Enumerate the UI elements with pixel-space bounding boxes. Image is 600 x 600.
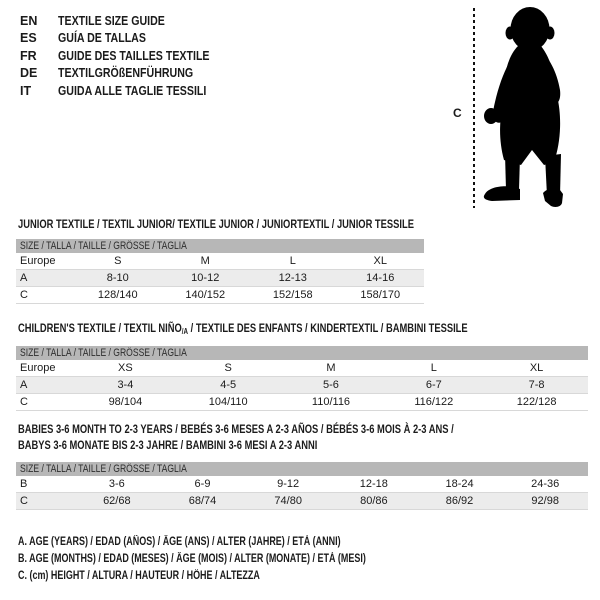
cell: 74/80: [274, 495, 302, 507]
table-row-height: [16, 493, 588, 510]
cell: 86/92: [445, 495, 474, 507]
cell: 6-9: [194, 478, 211, 490]
cell: 24-36: [531, 478, 560, 490]
babies-size-table: [16, 462, 588, 510]
language-label: GUIDE DES TAILLES TEXTILE: [58, 48, 210, 63]
babies-section-title: [18, 421, 577, 453]
cell: S: [114, 255, 122, 267]
cell: 8-10: [106, 272, 129, 284]
footnote-b: [18, 551, 464, 568]
cell: 3-4: [117, 379, 134, 391]
cell: 10-12: [191, 272, 220, 284]
language-label: TEXTILE SIZE GUIDE: [58, 14, 165, 28]
footnote-c-text: C. (cm) HEIGHT / ALTURA / HAUTEUR / HÖHE / ALTEZZA: [18, 570, 260, 582]
footnote-b-text: B. AGE (MONTHS) / EDAD (MESES) / ÂGE (MOIS) / ALTER (MONATE) / ETÀ (MESI): [18, 553, 366, 565]
cell: 98/104: [108, 396, 143, 408]
junior-size-table: [16, 239, 424, 304]
size-header-bar: [16, 346, 588, 360]
footnote-a: [18, 534, 464, 551]
cell: 68/74: [188, 495, 217, 507]
footnote-a-text: A. AGE (YEARS) / EDAD (AÑOS) / ÂGE (ANS) / ALTER (JAHRE) / ETÀ (ANNI): [18, 536, 341, 548]
cell: 9-12: [277, 478, 300, 490]
cell: 140/152: [185, 289, 226, 301]
language-label: GUÍA DE TALLAS: [58, 31, 146, 46]
cell: 104/110: [208, 396, 248, 408]
height-dashed-line: [473, 8, 475, 208]
cell: XL: [373, 255, 387, 267]
cell: L: [430, 362, 437, 374]
cell: M: [326, 362, 336, 374]
cell: 18-24: [445, 478, 474, 490]
cell: 152/158: [272, 289, 313, 301]
cell: 12-18: [359, 478, 388, 490]
children-title-pre: CHILDREN'S TEXTILE / TEXTIL NIÑO: [18, 321, 182, 335]
cell: 4-5: [220, 379, 237, 391]
cell: 110/116: [311, 396, 351, 408]
table-row-europe: [16, 253, 424, 270]
row-label: Europe: [20, 362, 56, 374]
children-title-text: [18, 320, 468, 340]
size-header-bar: [16, 462, 588, 476]
cell: 62/68: [103, 495, 131, 507]
cell: 12-13: [278, 272, 307, 284]
row-label: C: [20, 396, 28, 408]
junior-title-text: JUNIOR TEXTILE / TEXTIL JUNIOR/ TEXTILE JUNIOR / JUNIORTEXTIL / JUNIOR TESSILE: [18, 217, 414, 231]
table-row-height: [16, 394, 588, 411]
table-row-age: [16, 377, 588, 394]
cell: 6-7: [425, 379, 442, 391]
footnote-c: [18, 568, 464, 585]
size-header-text: SIZE / TALLA / TAILLE / GRÖSSE / TAGLIA: [20, 463, 187, 475]
size-header-text: SIZE / TALLA / TAILLE / GRÖSSE / TAGLIA: [20, 240, 187, 252]
cell: 128/140: [97, 289, 138, 301]
language-label: GUIDA ALLE TAGLIE TESSILI: [58, 83, 207, 98]
language-code: EN: [20, 14, 38, 28]
cell: 80/86: [360, 495, 388, 507]
cell: 3-6: [108, 478, 125, 490]
children-title-subscript: /A: [181, 327, 189, 336]
cell: 92/98: [531, 495, 559, 507]
table-row-height: [16, 287, 424, 304]
row-label: A: [20, 379, 28, 391]
size-header-bar: [16, 239, 424, 253]
row-label: C: [20, 289, 28, 301]
cell: XL: [529, 362, 544, 374]
cell: 7-8: [528, 379, 545, 391]
cell: 158/170: [360, 289, 401, 301]
table-row-age: [16, 270, 424, 287]
height-c-label: C: [453, 106, 462, 120]
row-label: C: [20, 495, 28, 507]
cell: S: [224, 362, 232, 374]
row-label: A: [20, 272, 28, 284]
babies-title-line1: BABIES 3-6 MONTH TO 2-3 YEARS / BEBÉS 3-6 MESES A 2-3 AÑOS / BÉBÉS 3-6 MOIS À 2-3 ANS /: [18, 422, 454, 436]
cell: 122/128: [516, 396, 557, 408]
children-size-table: [16, 346, 588, 411]
language-code: DE: [20, 66, 38, 81]
children-section-title: [18, 320, 594, 340]
language-code: ES: [20, 31, 37, 46]
cell: 116/122: [414, 396, 454, 408]
footnotes: [18, 534, 464, 585]
babies-title-line2: BABYS 3-6 MONATE BIS 2-3 JAHRE / BAMBINI 3-6 MESI A 2-3 ANNI: [18, 438, 318, 452]
table-row-europe: [16, 360, 588, 377]
cell: XS: [118, 362, 133, 374]
row-label: Europe: [20, 255, 56, 267]
toddler-silhouette-icon: [479, 4, 579, 210]
language-label: TEXTILGRÖßENFÜHRUNG: [58, 66, 194, 81]
size-header-text: SIZE / TALLA / TAILLE / GRÖSSE / TAGLIA: [20, 347, 187, 359]
children-title-post: / TEXTILE DES ENFANTS / KINDERTEXTIL / BAMBINI TESSILE: [188, 321, 468, 335]
language-code: FR: [20, 48, 37, 63]
row-label: B: [20, 478, 28, 490]
junior-section-title: [18, 216, 526, 232]
cell: M: [200, 255, 210, 267]
table-row-months: [16, 476, 588, 493]
cell: L: [289, 255, 296, 267]
cell: 5-6: [323, 379, 339, 391]
cell: 14-16: [366, 272, 395, 284]
language-code: IT: [20, 83, 32, 98]
